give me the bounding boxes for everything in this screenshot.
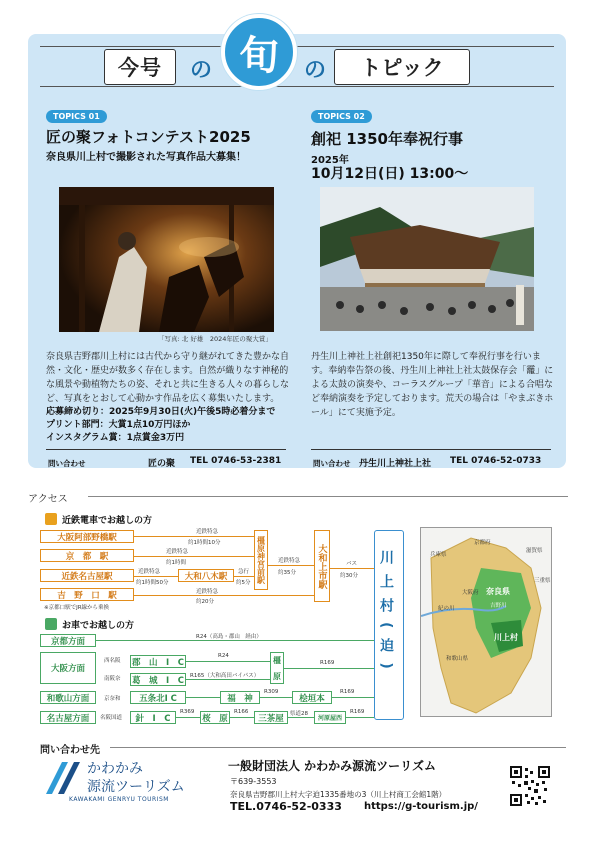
- title-particle-2: の: [304, 58, 327, 83]
- car-r369: R369: [180, 709, 195, 715]
- topic1-deadline: 応募締め切り：2025年9月30日(火)午後5時必着分まで: [46, 407, 276, 417]
- logo-text-en: KAWAKAMI GENRYU TOURISM: [69, 796, 169, 803]
- topic2-body: 丹生川上神社上社創祀1350年に際して奉祝行事を行います。奉納奉告祭の後、丹生川上神社上社太鼓保存会「龗」による太鼓の演奏や、コーラスグループ「華音」による合唱など奉納演奏を予定しております。荒天の場合は「やまぶきホール」にて実施予定。: [311, 352, 554, 418]
- car-r166: R166: [234, 709, 249, 715]
- ic-gojo: 五条北I C: [130, 691, 186, 704]
- car-icon: [45, 618, 57, 630]
- train-icon: [45, 513, 57, 525]
- car-r370: 県道28: [290, 711, 308, 717]
- topic1-contact-name: 匠の聚: [148, 459, 176, 469]
- header-rule-top: [40, 46, 554, 47]
- car-nishihanna: 西名阪: [104, 658, 121, 664]
- car-line-wakayama: [186, 697, 374, 698]
- origin-kyoto: 京都方面: [40, 634, 96, 647]
- station-yamato-yagi: 大和八木駅: [178, 569, 234, 582]
- rail-note: ※京都口駅でJR線から乗換: [44, 605, 110, 611]
- org-address: 奈良県吉野郡川上村大字迫1335番地の3（川上村商工会館1階）: [230, 790, 447, 799]
- inquiry-rule: [110, 747, 566, 748]
- inquiry-label: 問い合わせ先: [40, 745, 100, 756]
- station-kyoto: 京 都 駅: [40, 549, 134, 562]
- rail-line-bus: [330, 568, 374, 569]
- rail-t4a: 近鉄特急: [196, 589, 219, 595]
- car-meihan: 名阪国道: [100, 715, 123, 721]
- map-yoshino: 吉野川: [490, 603, 507, 609]
- car-r24-route: R24（高島・郡山 経由）: [196, 634, 262, 640]
- station-kashihara-jingumae: 橿原神宮前駅: [254, 530, 268, 590]
- map-wakayama: 和歌山県: [446, 656, 469, 662]
- car-r169b: R169: [340, 689, 355, 695]
- rail-t1a: 近鉄特急: [196, 529, 219, 535]
- title-topic: トピック: [334, 49, 470, 85]
- topic1-tag: TOPICS 01: [46, 110, 107, 123]
- station-yamato-kamiichi: 大和上市駅: [314, 530, 330, 602]
- org-tel: TEL.0746-52-0333: [230, 800, 342, 813]
- topic2-date: 10月12日(日) 13:00〜: [311, 166, 469, 182]
- origin-osaka: 大阪方面: [40, 652, 96, 684]
- topic1-contact-tel: TEL 0746-53-2381: [190, 456, 282, 466]
- topic2-photo: [320, 187, 534, 331]
- rail-t2b: 約1時間: [166, 560, 186, 566]
- car-line-r165: [186, 679, 270, 680]
- rail-line-5: [268, 565, 314, 566]
- car-line-kyoto: [96, 640, 374, 641]
- rail-t3b: 約1時間50分: [136, 580, 169, 586]
- map-shiga: 滋賀県: [526, 548, 543, 554]
- topic1-prize2: インスタグラム賞：1点賞金3万円: [46, 433, 185, 443]
- origin-wakayama: 和歌山方面: [40, 691, 96, 704]
- station-nagoya: 近鉄名古屋駅: [40, 569, 134, 582]
- topic1-photo-art: [59, 187, 274, 332]
- rail-t4b: 約20分: [196, 599, 214, 605]
- access-label: アクセス: [28, 494, 68, 505]
- car-line-r169: [284, 668, 374, 669]
- rail-t5b: 約35分: [278, 570, 296, 576]
- rail-line-2: [134, 556, 254, 557]
- rail-t3d: 約5分: [236, 580, 251, 586]
- rail-line-1: [134, 536, 254, 537]
- logo-text-genryu: 源流ツーリズム: [87, 779, 185, 795]
- topic1-subtitle: 奈良県川上村で撮影された写真作品大募集！: [46, 152, 246, 163]
- car-line-r24: [186, 661, 270, 662]
- logo-text-kawakami: かわかみ: [87, 761, 143, 777]
- car-minamihanna: 南阪奈: [104, 676, 121, 682]
- rail-t3c: 急行: [238, 569, 250, 575]
- rail-bus-time: 約30分: [340, 573, 358, 579]
- topic2-rule: [311, 449, 551, 450]
- topic1-photo: [59, 187, 274, 332]
- topic2-contact-name: 丹生川上神社上社: [359, 459, 432, 469]
- org-url-link[interactable]: https://g-tourism.jp/: [364, 801, 478, 812]
- topic2-title: 創祀 1350年奉祝行事: [311, 130, 463, 148]
- map-kyoto: 京都府: [474, 540, 491, 546]
- car-r165: R165（大和高田バイパス）: [190, 673, 260, 679]
- station-yoshinoguchi: 吉 野 口 駅: [40, 588, 134, 601]
- rail-line-3a: [134, 576, 178, 577]
- topic2-contact-tel: TEL 0746-52-0733: [450, 456, 542, 466]
- kawakami-logo-icon: [44, 758, 82, 796]
- node-kawaraya-nishi: 河原屋西: [314, 711, 346, 724]
- topic2-contact-label: 問い合わせ: [313, 459, 351, 468]
- topic1-contact-label: 問い合わせ: [48, 459, 86, 468]
- node-fukugami: 福 神: [220, 691, 260, 704]
- topic2-year: 2025年: [311, 155, 349, 166]
- title-particle-1: の: [190, 58, 213, 83]
- kawakami-destination-label: 川上村(迫): [378, 550, 394, 679]
- rail-line-3b: [234, 576, 254, 577]
- node-sanchaya: 三茶屋: [254, 711, 288, 724]
- header-rule-bottom: [40, 86, 554, 87]
- title-shun-badge: 旬: [221, 14, 297, 90]
- topic1-rule: [46, 449, 286, 450]
- rail-t5a: 近鉄特急: [278, 558, 301, 564]
- rail-section-title: 近鉄電車でお越しの方: [62, 516, 153, 526]
- car-r24: R24: [218, 653, 229, 659]
- map-hyogo: 兵庫県: [430, 552, 447, 558]
- car-keiwa: 京奈和: [104, 696, 121, 702]
- rail-t3a: 近鉄特急: [138, 569, 161, 575]
- rail-bus: バス: [346, 561, 358, 567]
- map-osaka: 大阪府: [462, 590, 479, 596]
- node-sakurabara: 桜 原: [200, 711, 230, 724]
- qr-code-icon[interactable]: [510, 766, 550, 806]
- rail-t2a: 近鉄特急: [166, 549, 189, 555]
- org-name: 一般財団法人 かわかみ源流ツーリズム: [228, 759, 436, 773]
- ic-koriyama: 郡 山 I C: [130, 655, 186, 668]
- access-rule: [88, 496, 568, 497]
- title-current-issue: 今号: [104, 49, 176, 85]
- topic1-body: 奈良県吉野郡川上村には古代から守り継がれてきた豊かな自然・文化・歴史が数多く存在します。自然が織りなす神秘的な風景や動植物たちの姿、それと共に生きる人々の暮らしなど、写真をとおして心動かす作品を広く募集いたします。: [46, 352, 290, 404]
- topic2-tag: TOPICS 02: [311, 110, 372, 123]
- org-zip: 〒639-3553: [230, 777, 277, 786]
- topic1-caption: 「写真: 北 好雄 2024年匠の聚大賞」: [158, 335, 272, 343]
- node-higakimoto: 桧垣本: [292, 691, 332, 704]
- map-nara: 奈良県: [486, 587, 510, 596]
- car-r309: R309: [264, 689, 279, 695]
- car-r169c: R169: [350, 709, 365, 715]
- map-kinokawa: 紀の川: [438, 606, 455, 612]
- topic1-title: 匠の聚フォトコンテスト2025: [46, 128, 251, 146]
- topic1-prize1: プリント部門：大賞1点10万円ほか: [46, 420, 191, 430]
- node-kashihara: 橿 原: [270, 652, 284, 684]
- ic-hari: 針 I C: [130, 711, 176, 724]
- car-section-title: お車でお越しの方: [62, 621, 135, 631]
- rail-line-4: [134, 595, 314, 596]
- map-mie: 三重県: [534, 578, 551, 584]
- map-kawakami: 川上村: [494, 633, 518, 642]
- station-osaka: 大阪阿部野橋駅: [40, 530, 134, 543]
- topic2-photo-art: [320, 187, 534, 331]
- origin-nagoya: 名古屋方面: [40, 711, 96, 724]
- rail-t1b: 約1時間10分: [188, 540, 221, 546]
- car-r169a: R169: [320, 660, 335, 666]
- ic-katsuragi: 葛 城 I C: [130, 673, 186, 686]
